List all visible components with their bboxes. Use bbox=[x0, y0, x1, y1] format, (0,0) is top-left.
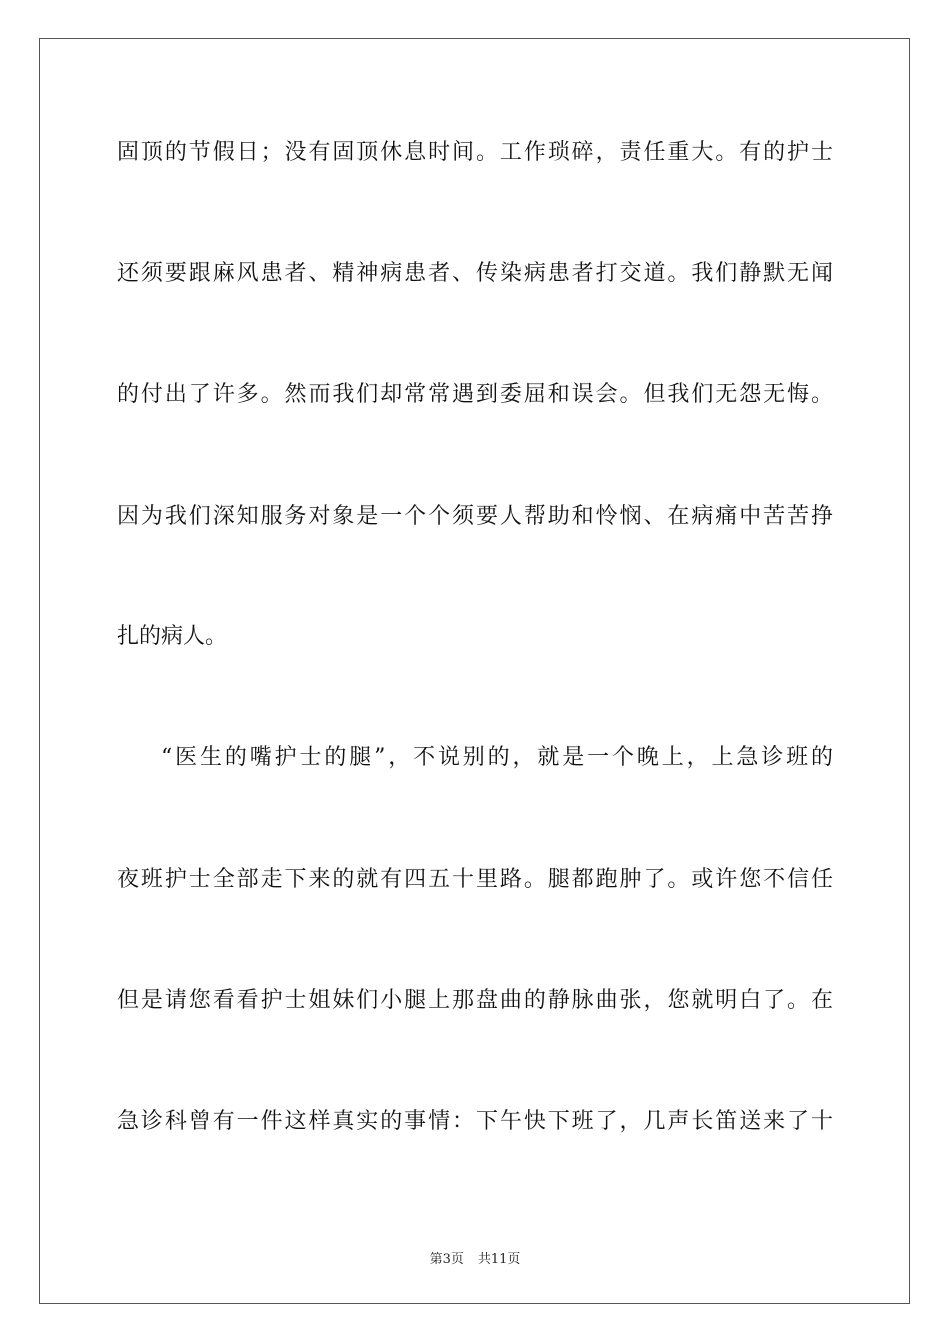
body-text-line-6: “医生的嘴护士的腿”，不说别的，就是一个晚上，上急诊班的 bbox=[161, 745, 833, 770]
body-text-line-7: 夜班护士全部走下来的就有四五十里路。腿都跑肿了。或许您不信任 bbox=[117, 867, 833, 892]
body-text-line-9: 急诊科曾有一件这样真实的事情：下午快下班了，几声长笛送来了十 bbox=[117, 1109, 833, 1134]
page-number: 第3页 bbox=[429, 1252, 464, 1267]
body-text-line-3: 的付出了许多。然而我们却常常遇到委屈和误会。但我们无怨无悔。 bbox=[117, 382, 833, 407]
body-text-line-2: 还须要跟麻风患者、精神病患者、传染病患者打交道。我们静默无闻 bbox=[117, 261, 833, 286]
body-text-line-8: 但是请您看看护士姐妹们小腿上那盘曲的静脉曲张，您就明白了。在 bbox=[117, 988, 833, 1013]
page-total: 共11页 bbox=[477, 1252, 521, 1267]
body-text-line-1: 固顶的节假日；没有固顶休息时间。工作琐碎，责任重大。有的护士 bbox=[117, 140, 833, 165]
page-footer bbox=[0, 1248, 950, 1267]
body-text-line-5: 扎的病人。 bbox=[117, 624, 228, 649]
body-text-line-4: 因为我们深知服务对象是一个个须要人帮助和怜悯、在病痛中苦苦挣 bbox=[117, 504, 833, 529]
